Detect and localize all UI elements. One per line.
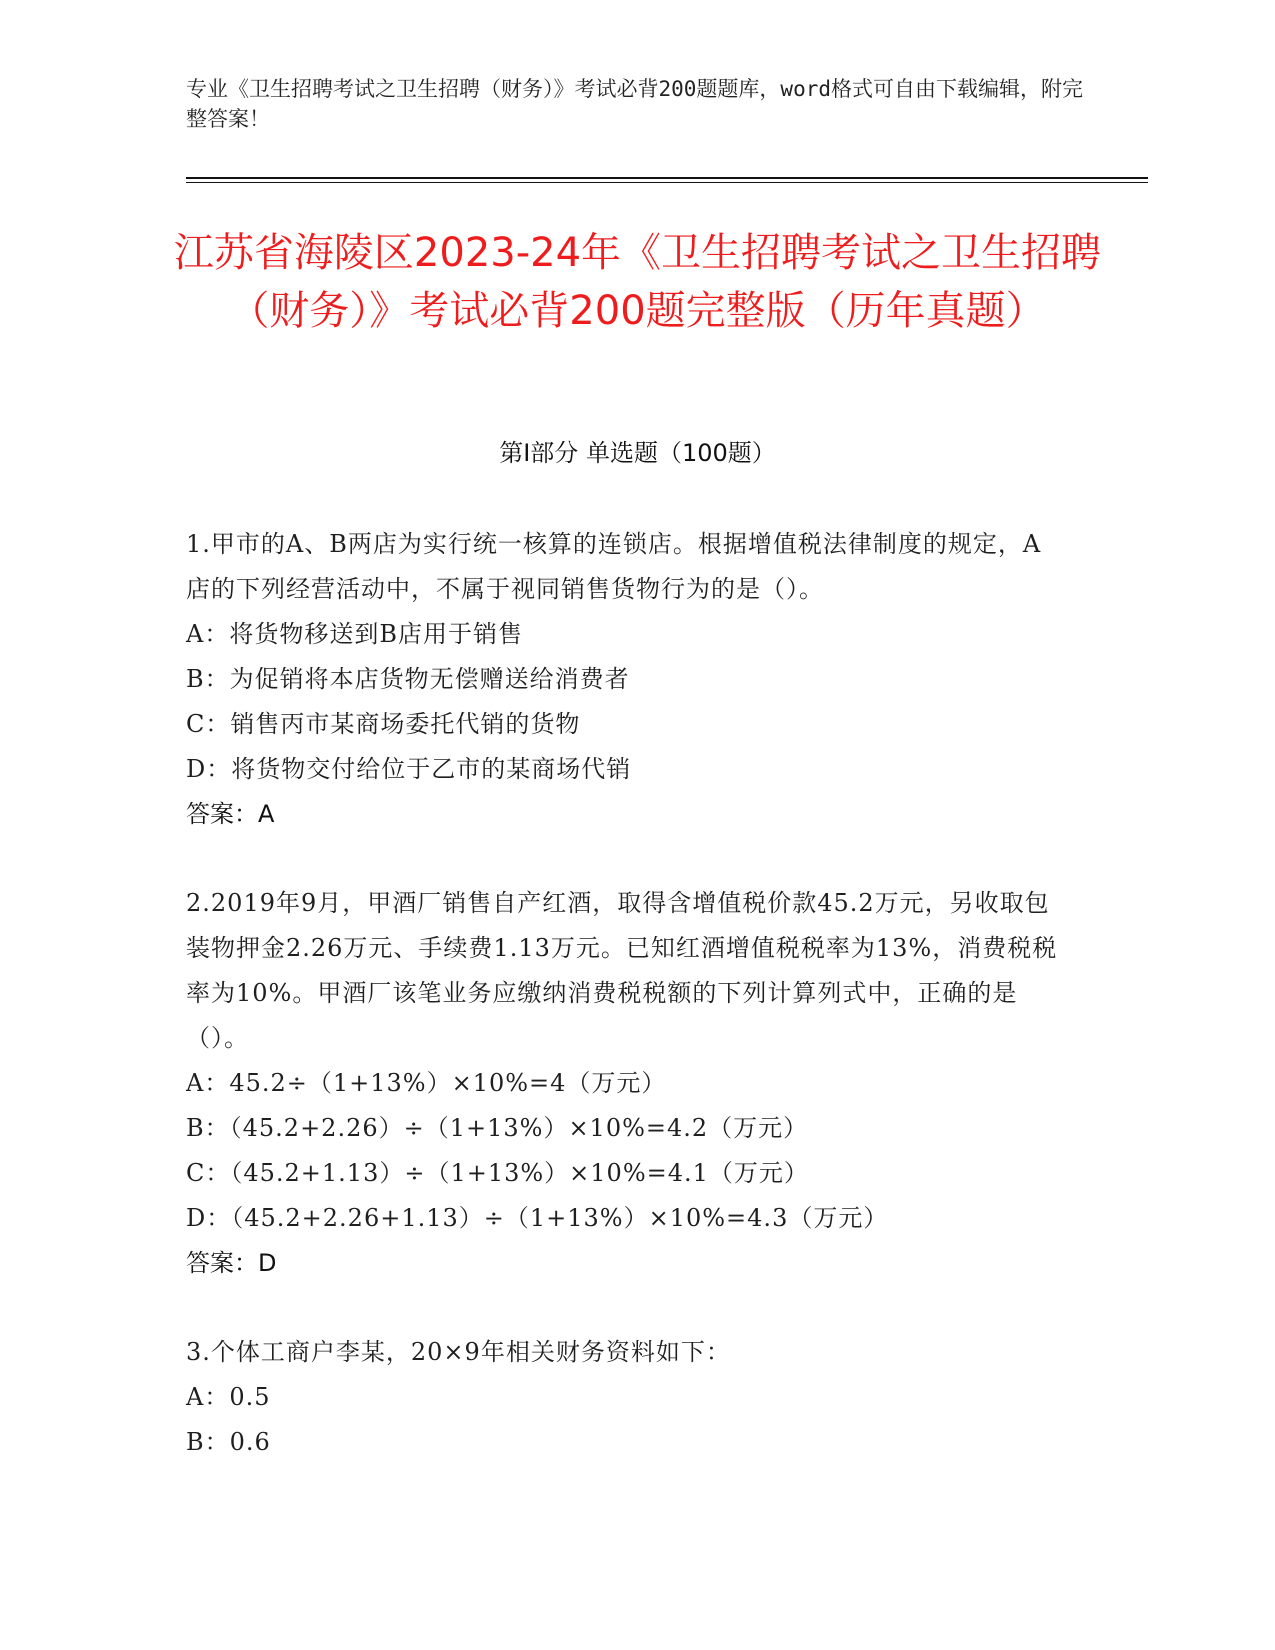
question-text: 3.个体工商户李某，20×9年相关财务资料如下：	[186, 1338, 731, 1366]
option-a: A：0.5	[186, 1383, 271, 1411]
option-b: B：（45.2+2.26）÷（1+13%）×10%=4.2（万元）	[186, 1114, 809, 1142]
option-a: A：45.2÷（1+13%）×10%=4（万元）	[186, 1069, 667, 1097]
header-note: 专业《卫生招聘考试之卫生招聘（财务）》考试必背200题题库，word格式可自由下载编辑，附完整答案！	[186, 77, 1083, 131]
answer: 答案：A	[186, 800, 275, 828]
answer: 答案：D	[186, 1249, 277, 1277]
option-a: A：将货物移送到B店用于销售	[186, 620, 523, 648]
question-text: 2.2019年9月，甲酒厂销售自产红酒，取得含增值税价款45.2万元，另收取包装物押金2.26万元、手续费1.13万元。已知红酒增值税税率为13%，消费税税率为10%。甲酒厂该笔业务应缴纳消费税税额的下列计算列式中，正确的是（）。	[186, 889, 1058, 1052]
option-b: B：为促销将本店货物无偿赠送给消费者	[186, 665, 630, 693]
header-divider-top	[186, 177, 1148, 179]
question-2	[186, 881, 1066, 1286]
header-divider-bottom	[186, 182, 1148, 183]
document-title: 江苏省海陵区2023-24年《卫生招聘考试之卫生招聘（财务）》考试必背200题完整版（历年真题）	[173, 230, 1102, 334]
question-text: 1.甲市的A、B两店为实行统一核算的连锁店。根据增值税法律制度的规定，A店的下列经营活动中，不属于视同销售货物行为的是（）。	[186, 530, 1042, 603]
section-title: 第Ⅰ部分 单选题（100题）	[499, 439, 776, 467]
option-c: C：（45.2+1.13）÷（1+13%）×10%=4.1（万元）	[186, 1159, 809, 1187]
question-3	[186, 1330, 1066, 1465]
question-list	[186, 522, 1066, 1509]
option-c: C：销售丙市某商场委托代销的货物	[186, 710, 581, 738]
option-b: B：0.6	[186, 1428, 271, 1456]
option-d: D：（45.2+2.26+1.13）÷（1+13%）×10%=4.3（万元）	[186, 1204, 889, 1232]
option-d: D：将货物交付给位于乙市的某商场代销	[186, 755, 632, 783]
question-1	[186, 522, 1066, 837]
